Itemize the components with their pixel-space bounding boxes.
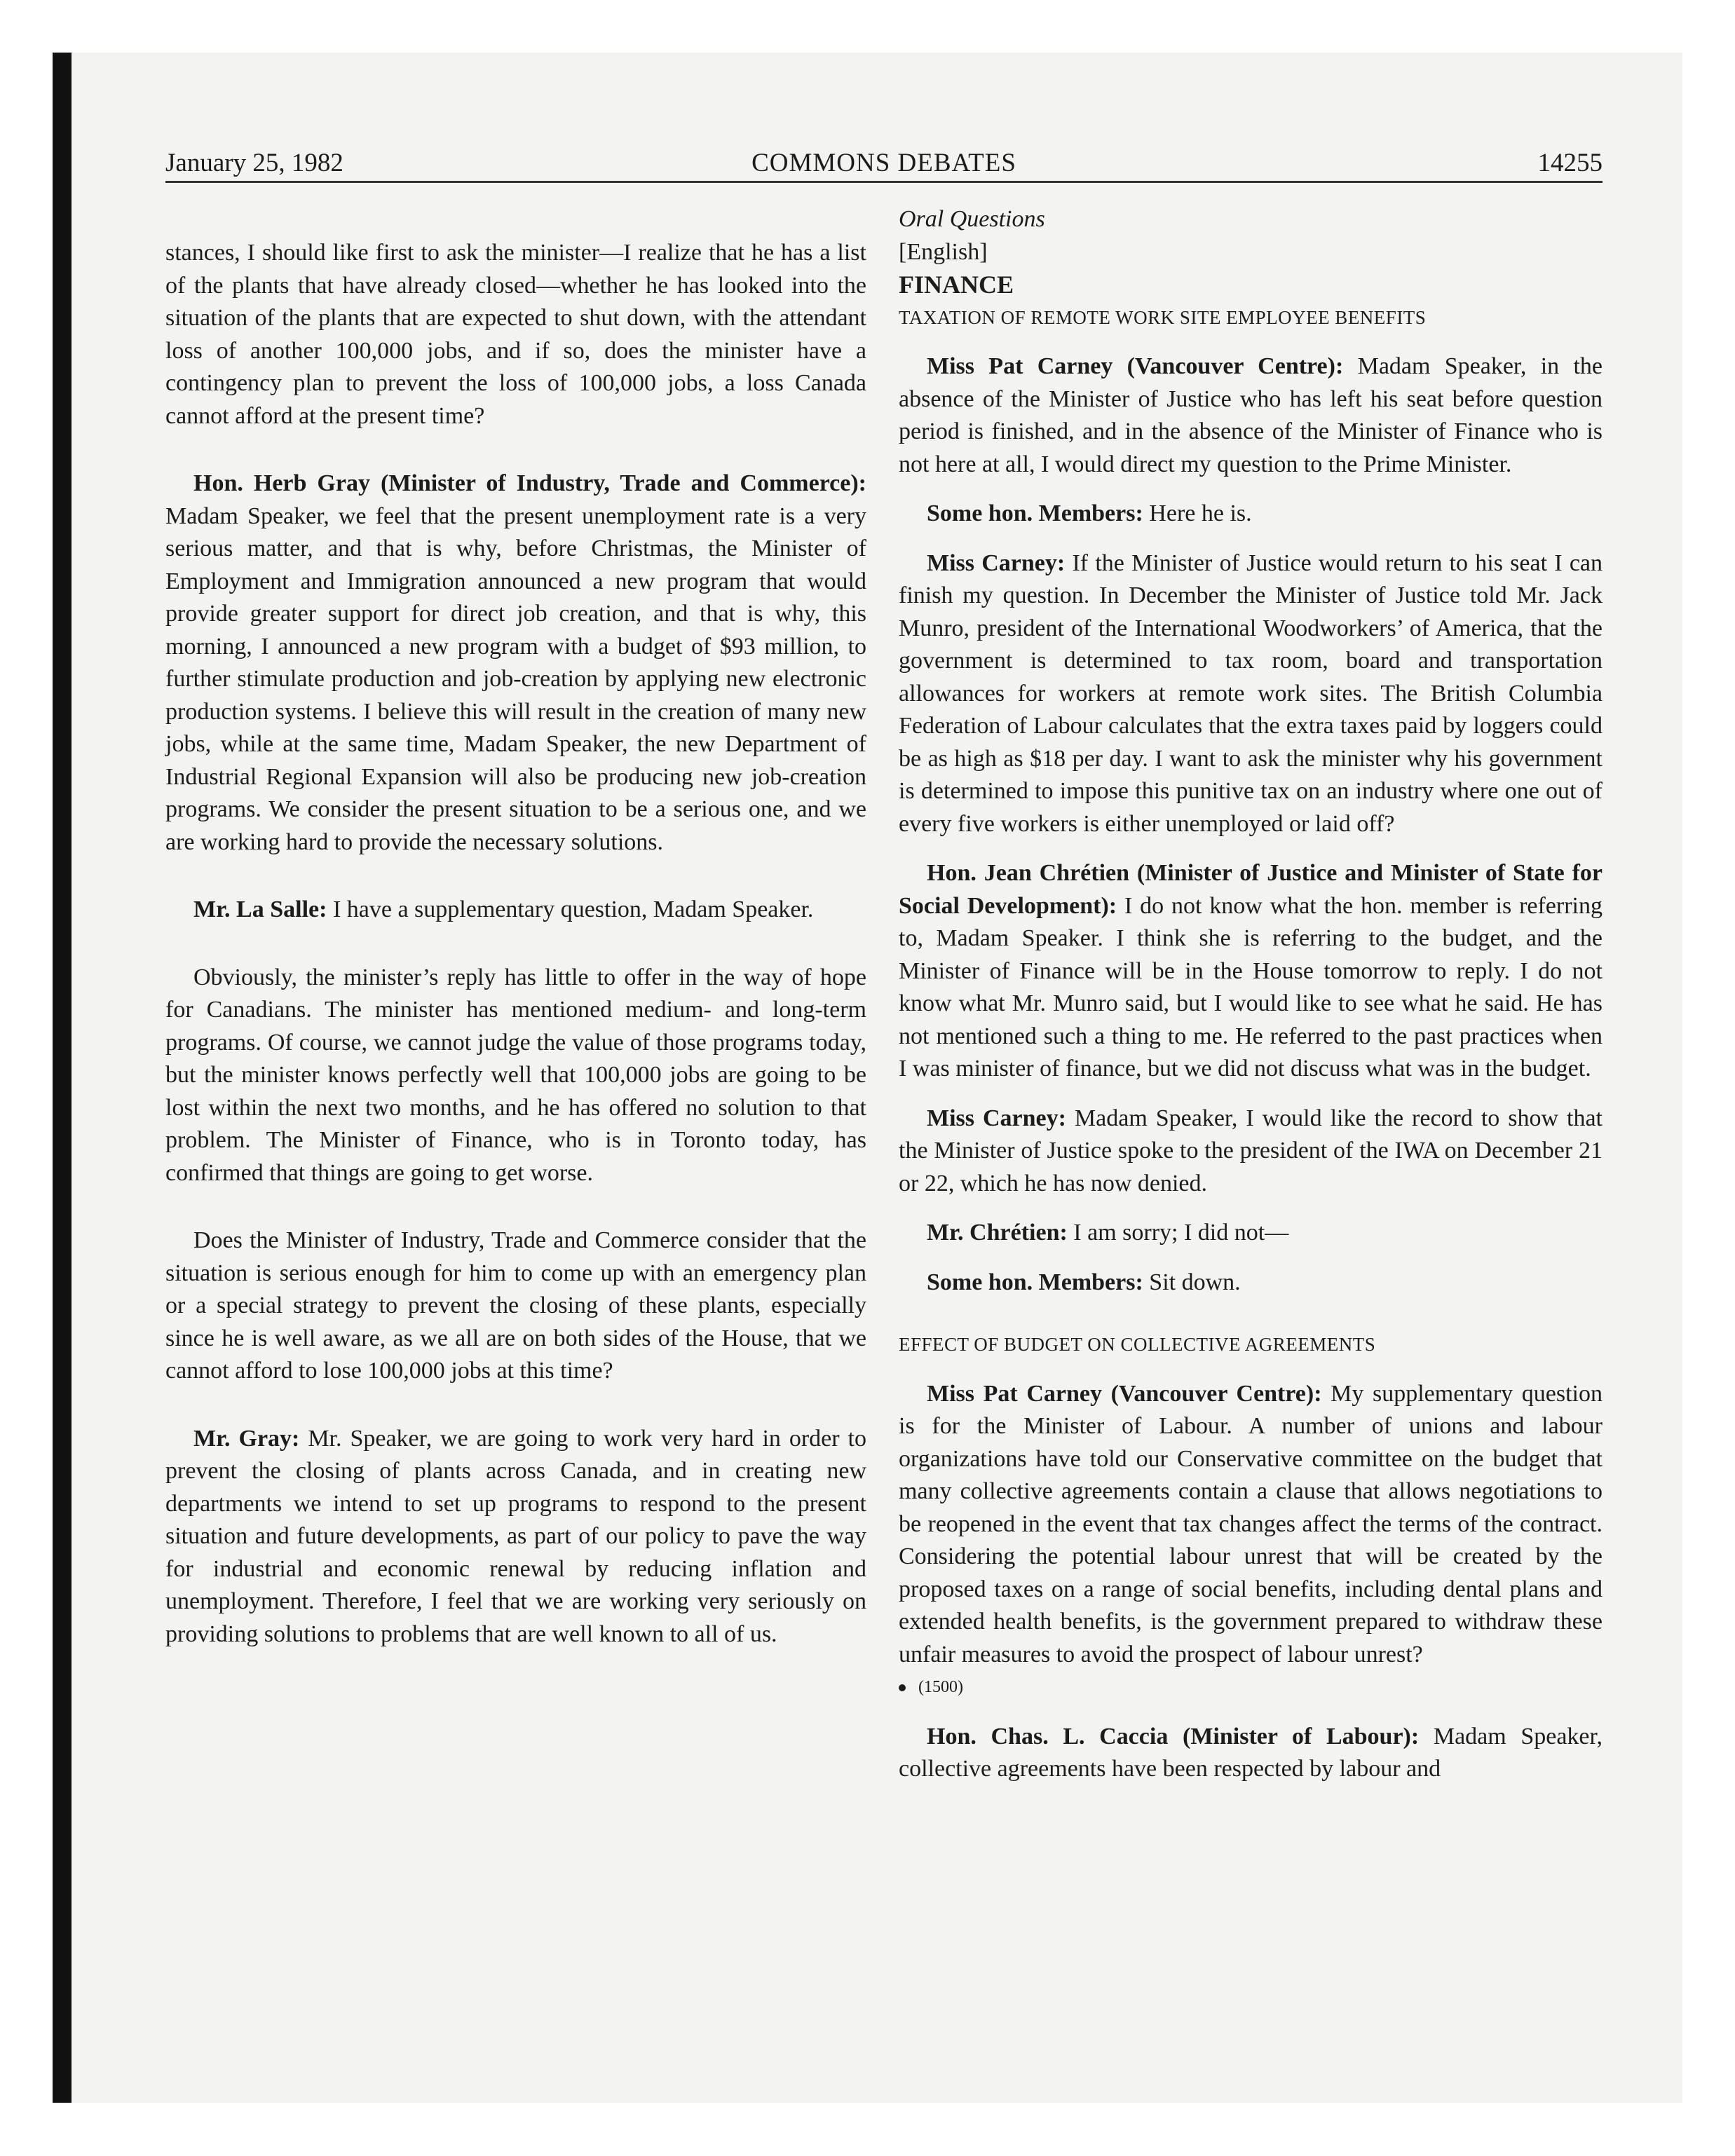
speaker-name: Miss Pat Carney (Vancouver Centre): (927, 1380, 1322, 1407)
speaker-name: Hon. Herb Gray (Minister of Industry, Trade and Commerce): (193, 470, 866, 496)
speaker-name: Miss Pat Carney (Vancouver Centre): (927, 353, 1344, 379)
subheading: TAXATION OF REMOTE WORK SITE EMPLOYEE BENEFITS (899, 306, 1427, 328)
speaker-name: Miss Carney: (927, 1105, 1066, 1131)
header-date: January 25, 1982 (165, 149, 343, 177)
header-rule (165, 181, 1603, 183)
paragraph: Mr. La Salle: I have a supplementary question, Madam Speaker. (193, 896, 814, 922)
paragraph: Hon. Jean Chrétien (Minister of Justice and Minister of State for Social Development): I do not know what the hon. member is referring to, Madam Speaker. I think she is referring to the budget, and the Minister of Finance will be in the House tomorrow to reply. I do not know what Mr. Munro said, but I would like to see what he said. He has not mentioned such a thing to me. He referred to the past practices when I was minister of finance, but we did not discuss what was in the budget. (899, 860, 1603, 1082)
paragraph: stances, I should like first to ask the minister—I realize that he has a list of the plants that have already closed—whether he has looked into the situation of the plants that are expected to shut down, with the attendant loss of another 100,000 jobs, and if so, does the minister have a contingency plan to prevent the loss of 100,000 jobs, a loss Canada cannot afford at the present time? (165, 240, 866, 429)
speaker-name: Mr. Gray: (193, 1425, 300, 1452)
paragraph: Mr. Gray: Mr. Speaker, we are going to work very hard in order to prevent the closing of plants across Canada, and in creating new departments we intend to set up programs to respond to the present situation and future developments, as part of our policy to pave the way for industrial and economic renewal by reducing inflation and unemployment. Therefore, I feel that we are working very seriously on providing solutions to problems that are well known to all of us. (165, 1425, 866, 1647)
paragraph: Does the Minister of Industry, Trade and Commerce consider that the situation is serious enough for him to come up with an emergency plan or a special strategy to prevent the closing of these plants, especially since he is well aware, as we all are on both sides of the House, that we cannot afford to lose 100,000 jobs at this time? (165, 1227, 866, 1384)
speaker-name: Hon. Chas. L. Caccia (Minister of Labour): (927, 1723, 1420, 1749)
paragraph: Some hon. Members: Here he is. (927, 500, 1252, 526)
binding-edge (53, 53, 72, 2103)
bullet-icon (899, 1684, 906, 1691)
speaker-name: Hon. Jean Chrétien (Minister of Justice and Minister of State for Social Development): (899, 860, 1603, 919)
paragraph: Mr. Chrétien: I am sorry; I did not— (927, 1220, 1289, 1246)
section-heading: FINANCE (899, 271, 1014, 299)
paragraph: Miss Carney: If the Minister of Justice would return to his seat I can finish my question. In December the Minister of Justice told Mr. Jack Munro, president of the International Woodworkers’ of America, that the government is determined to tax room, board and transportation allowances for workers at remote work sites. The British Columbia Federation of Labour calculates that the extra taxes paid by loggers could be as high as $18 per day. I want to ask the minister why his government is determined to impose this punitive tax on an industry where one out of every five workers is either unemployed or laid off? (899, 550, 1603, 837)
subheading: EFFECT OF BUDGET ON COLLECTIVE AGREEMENTS (899, 1334, 1376, 1355)
left-column (165, 237, 866, 1651)
speaker-name: Mr. Chrétien: (927, 1220, 1068, 1246)
header-page-number: 14255 (1537, 149, 1603, 177)
paragraph: Hon. Herb Gray (Minister of Industry, Trade and Commerce): Madam Speaker, we feel that the present unemployment rate is a very serious matter, and that is why, before Christmas, the Minister of Employment and Immigration announced a new program that would provide greater support for direct job creation, and that is why, this morning, I announced a new program with a budget of $93 million, to further stimulate production and job-creation by applying new electronic production systems. I believe this will result in the creation of many new jobs, while at the same time, Madam Speaker, the new Department of Industrial Regional Expansion will also be producing new job-creation programs. We consider the present situation to be a serious one, and we are working hard to provide the necessary solutions. (165, 470, 866, 855)
speaker-name: Miss Carney: (927, 550, 1066, 576)
paragraph: Hon. Chas. L. Caccia (Minister of Labour): Madam Speaker, collective agreements have been respected by labour and (899, 1723, 1603, 1782)
time-marker: (1500) (899, 1671, 1603, 1704)
paragraph: Miss Pat Carney (Vancouver Centre): Madam Speaker, in the absence of the Minister of Justice who has left his seat before question period is finished, and in the absence of the Minister of Finance who is not here at all, I would direct my question to the Prime Minister. (899, 353, 1603, 477)
speaker-name: Mr. La Salle: (193, 896, 327, 922)
paragraph: Obviously, the minister’s reply has little to offer in the way of hope for Canadians. The minister has mentioned medium- and long-term programs. Of course, we cannot judge the value of those programs today, but the minister knows perfectly well that 100,000 jobs are going to be lost within the next two months, and he has offered no solution to that problem. The Minister of Finance, who is in Toronto today, has confirmed that things are going to get worse. (165, 964, 866, 1186)
running-head: Oral Questions (899, 206, 1045, 232)
page-header (165, 147, 1603, 179)
paragraph: Miss Carney: Madam Speaker, I would like the record to show that the Minister of Justice spoke to the president of the IWA on December 21 or 22, which he has now denied. (899, 1105, 1603, 1196)
speaker-name: Some hon. Members: (927, 1269, 1143, 1295)
paragraph: Miss Pat Carney (Vancouver Centre): My supplementary question is for the Minister of Labour. A number of unions and labour organizations have told our Conservative committee on the budget that many collective agreements contain a clause that allows negotiations to be reopened in the event that tax changes affect the terms of the contract. Considering the potential labour unrest that will be created by the proposed taxes on a range of social benefits, including dental plans and extended health benefits, is the government prepared to withdraw these unfair measures to avoid the prospect of labour unrest? (899, 1380, 1603, 1667)
header-publication: COMMONS DEBATES (751, 149, 1016, 177)
speaker-name: Some hon. Members: (927, 500, 1143, 526)
paragraph: Some hon. Members: Sit down. (927, 1269, 1241, 1295)
language-tag: [English] (899, 238, 988, 265)
right-column (899, 203, 1603, 1786)
